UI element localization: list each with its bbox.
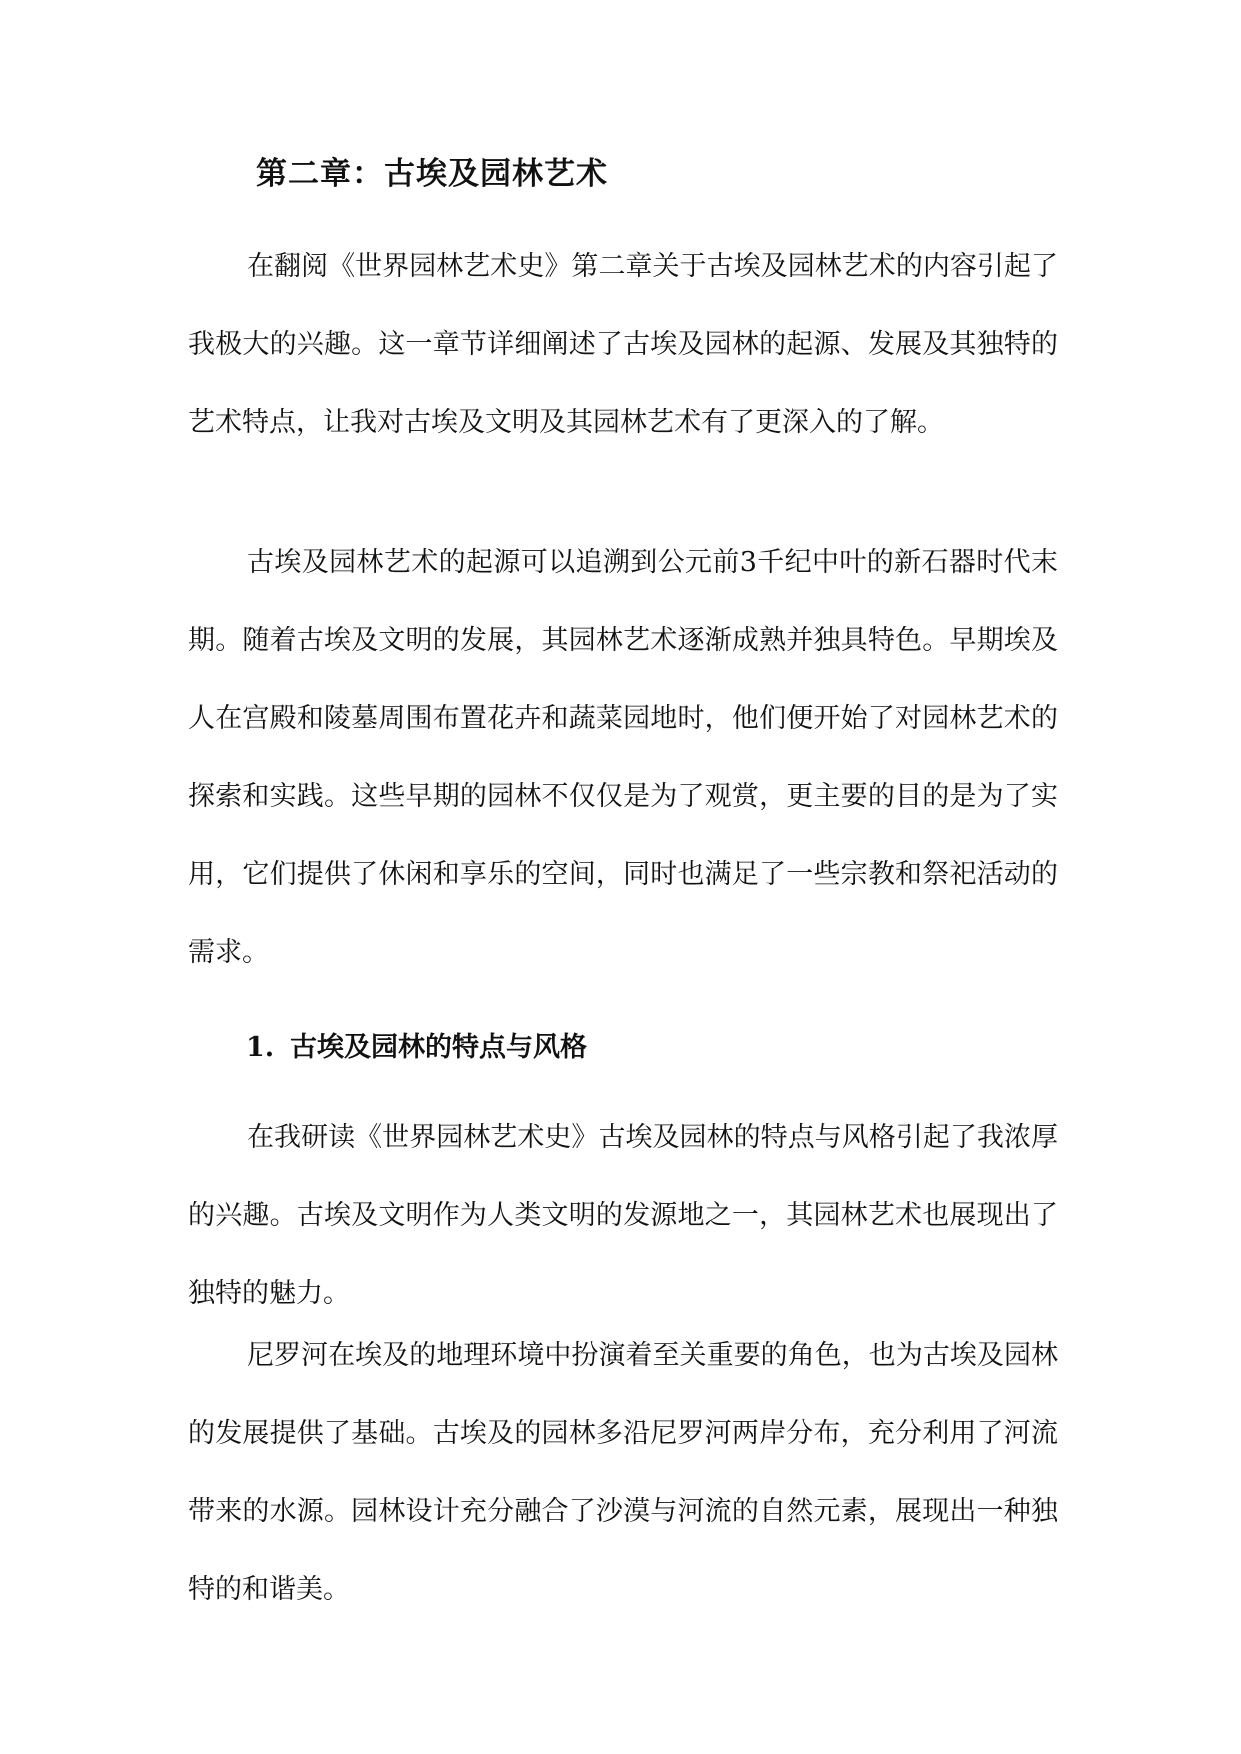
section-heading bbox=[246, 1025, 587, 1064]
section-title: 古埃及园林的特点与风格 bbox=[290, 1032, 587, 1063]
chapter-title: 第二章：古埃及园林艺术 bbox=[256, 156, 608, 192]
section-paragraph-1: 在我研读《世界园林艺术史》古埃及园林的特点与风格引起了我浓厚的兴趣。古埃及文明作为人类文明的发源地之一，其园林艺术也展现出了独特的魅力。 bbox=[188, 1122, 1058, 1309]
section-number: 1. bbox=[246, 1032, 275, 1063]
intro-paragraph-2: 古埃及园林艺术的起源可以追溯到公元前3千纪中叶的新石器时代末期。随着古埃及文明的发展，其园林艺术逐渐成熟并独具特色。早期埃及人在宫殿和陵墓周围布置花卉和蔬菜园地时，他们便开始了对园林艺术的探索和实践。这些早期的园林不仅仅是为了观赏，更主要的目的是为了实用，它们提供了休闲和享乐的空间，同时也满足了一些宗教和祭祀活动的需求。 bbox=[188, 547, 1058, 968]
intro-paragraph-1: 在翻阅《世界园林艺术史》第二章关于古埃及园林艺术的内容引起了我极大的兴趣。这一章节详细阐述了古埃及园林的起源、发展及其独特的艺术特点，让我对古埃及文明及其园林艺术有了更深入的了解。 bbox=[188, 251, 1058, 438]
section-paragraph-2: 尼罗河在埃及的地理环境中扮演着至关重要的角色，也为古埃及园林的发展提供了基础。古埃及的园林多沿尼罗河两岸分布，充分利用了河流带来的水源。园林设计充分融合了沙漠与河流的自然元素，展现出一种独特的和谐美。 bbox=[188, 1340, 1058, 1605]
